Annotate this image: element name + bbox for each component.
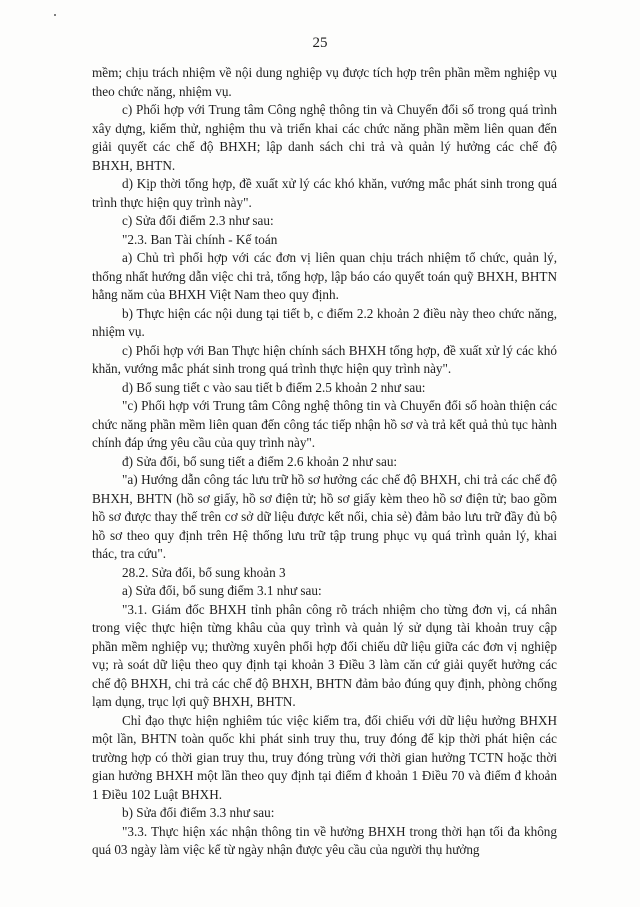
paragraph: a) Chủ trì phối hợp với các đơn vị liên quan chịu trách nhiệm tổ chức, quản lý, thống nhất hướng dẫn việc chi trả, tổng hợp, lập báo cáo quyết toán quỹ BHXH, BHTN hằng năm của BHXH Việt Nam theo quy định. [92, 250, 557, 302]
paragraph: c) Sửa đổi điểm 2.3 như sau: [122, 213, 274, 228]
paragraph: 28.2. Sửa đổi, bổ sung khoản 3 [122, 564, 286, 580]
paragraph: a) Sửa đổi, bổ sung điểm 3.1 như sau: [122, 583, 322, 598]
paragraph: "3.1. Giám đốc BHXH tỉnh phân công rõ trách nhiệm cho từng đơn vị, cá nhân trong việc thực hiện từng khâu của quy trình và quản lý sử dụng tài khoản truy cập phần mềm nghiệp vụ; thường xuyên phối hợp đối chiếu dữ liệu giữa các đơn vị nghiệp vụ; rà soát dữ liệu theo quy định tại khoản 3 Điều 3 làm căn cứ giải quyết hưởng các chế độ BHXH, chi trả các chế độ BHXH, BHTN đảm bảo đúng quy định, phòng chống lạm dụng, trục lợi quỹ BHXH, BHTN. [92, 601, 557, 709]
paragraph: b) Sửa đổi điểm 3.3 như sau: [122, 805, 275, 820]
scan-speck [54, 14, 56, 16]
paragraph: Chỉ đạo thực hiện nghiêm túc việc kiểm tra, đối chiếu với dữ liệu hưởng BHXH một lần, BHTN toàn quốc khi phát sinh truy thu, truy đóng để kịp thời phát hiện các trường hợp có thời gian truy thu, truy đóng trùng với thời gian hưởng TCTN hoặc thời gian hưởng BHXH một lần theo quy định tại điểm đ khoản 1 Điều 70 và điểm đ khoản 1 Điều 102 Luật BHXH. [92, 712, 557, 802]
paragraph: "2.3. Ban Tài chính - Kế toán [122, 231, 278, 247]
paragraph: "c) Phối hợp với Trung tâm Công nghệ thông tin và Chuyển đổi số hoàn thiện các chức năng phần mềm liên quan đến công tác tiếp nhận hồ sơ và trả kết quả thủ tục hành chính đáp ứng yêu cầu của quy trình này". [92, 398, 557, 450]
paragraph: mềm; chịu trách nhiệm về nội dung nghiệp vụ được tích hợp trên phần mềm nghiệp vụ theo chức năng, nhiệm vụ. [92, 65, 557, 99]
page-number: 25 [312, 35, 328, 51]
paragraph: b) Thực hiện các nội dung tại tiết b, c điểm 2.2 khoản 2 điều này theo chức năng, nhiệm vụ. [92, 305, 557, 339]
paragraph: d) Kịp thời tổng hợp, đề xuất xử lý các khó khăn, vướng mắc phát sinh trong quá trình thực hiện quy trình này". [92, 176, 557, 210]
paragraph: c) Phối hợp với Trung tâm Công nghệ thông tin và Chuyển đổi số trong quá trình xây dựng, kiểm thử, nghiệm thu và triển khai các chức năng phần mềm liên quan đến giải quyết các chế độ BHXH; lập danh sách chi trả và quản lý hưởng các chế độ BHXH, BHTN. [92, 102, 557, 173]
paragraph: "a) Hướng dẫn công tác lưu trữ hồ sơ hưởng các chế độ BHXH, chi trả các chế độ BHXH, BHTN (hồ sơ giấy, hồ sơ điện tử; hồ sơ giấy kèm theo hồ sơ điện tử; bao gồm hồ sơ được thay thế trên cơ sở dữ liệu được kết nối, chia sẻ) đảm bảo lưu trữ đầy đủ bộ hồ sơ theo quy định trên Hệ thống lưu trữ tập trung phục vụ quá trình quản lý, khai thác, tra cứu". [92, 472, 557, 561]
paragraph: "3.3. Thực hiện xác nhận thông tin về hưởng BHXH trong thời hạn tối đa không quá 03 ngày làm việc kể từ ngày nhận được yêu cầu của người thụ hưởng [92, 823, 557, 857]
paragraph: đ) Sửa đổi, bổ sung tiết a điểm 2.6 khoản 2 như sau: [122, 453, 398, 469]
document-body [92, 64, 557, 860]
paragraph: c) Phối hợp với Ban Thực hiện chính sách BHXH tổng hợp, đề xuất xử lý các khó khăn, vướng mắc phát sinh trong quá trình thực hiện quy trình này". [92, 342, 557, 376]
paragraph: d) Bổ sung tiết c vào sau tiết b điểm 2.5 khoản 2 như sau: [122, 379, 426, 395]
